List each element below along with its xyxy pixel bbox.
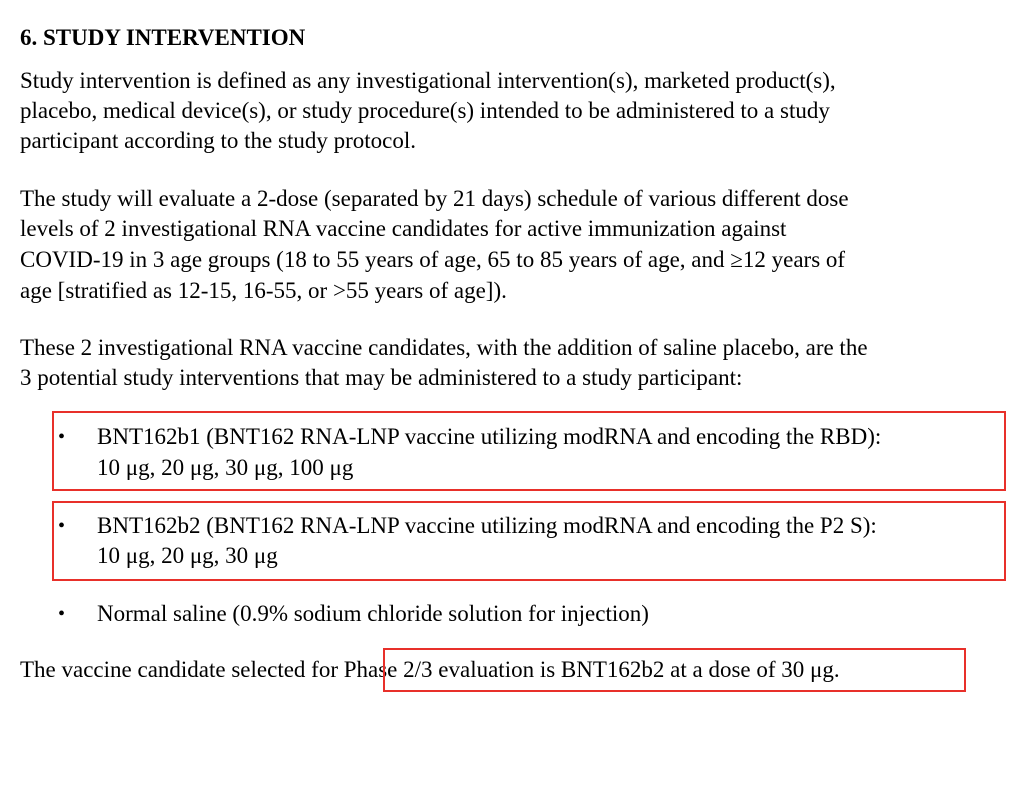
paragraph-line: These 2 investigational RNA vaccine candidates, with the addition of saline placebo, are the	[20, 335, 868, 360]
paragraph-line: levels of 2 investigational RNA vaccine candidates for active immunization against	[20, 216, 787, 241]
conclusion-highlighted: Phase 2/3 evaluation is BNT162b2 at a dose of 30 μg.	[343, 657, 840, 682]
list-item-line: Normal saline (0.9% sodium chloride solution for injection)	[97, 601, 649, 626]
paragraph-line: Study intervention is defined as any investigational intervention(s), marketed product(s),	[20, 68, 836, 93]
paragraph-line: participant according to the study protocol.	[20, 128, 416, 153]
list-item-line: 10 μg, 20 μg, 30 μg, 100 μg	[97, 455, 354, 480]
list-item-line: 10 μg, 20 μg, 30 μg	[97, 543, 278, 568]
paragraph-line: age [stratified as 12-15, 16-55, or >55 years of age]).	[20, 278, 507, 303]
list-item-line: BNT162b2 (BNT162 RNA-LNP vaccine utilizing modRNA and encoding the P2 S):	[97, 513, 877, 538]
bullet-icon: •	[58, 426, 66, 448]
list-item-line: BNT162b1 (BNT162 RNA-LNP vaccine utilizing modRNA and encoding the RBD):	[97, 424, 882, 449]
paragraph-line: The study will evaluate a 2-dose (separated by 21 days) schedule of various different dose	[20, 186, 849, 211]
paragraph-line: 3 potential study interventions that may be administered to a study participant:	[20, 365, 743, 390]
paragraph-line: placebo, medical device(s), or study procedure(s) intended to be administered to a study	[20, 98, 830, 123]
bullet-icon: •	[58, 603, 66, 625]
bullet-icon: •	[58, 515, 66, 537]
section-heading: 6. STUDY INTERVENTION	[20, 25, 306, 50]
highlight-box	[383, 648, 966, 692]
paragraph-line: COVID-19 in 3 age groups (18 to 55 years of age, 65 to 85 years of age, and ≥12 years of	[20, 247, 846, 272]
conclusion-prefix: The vaccine candidate selected for	[20, 657, 344, 682]
